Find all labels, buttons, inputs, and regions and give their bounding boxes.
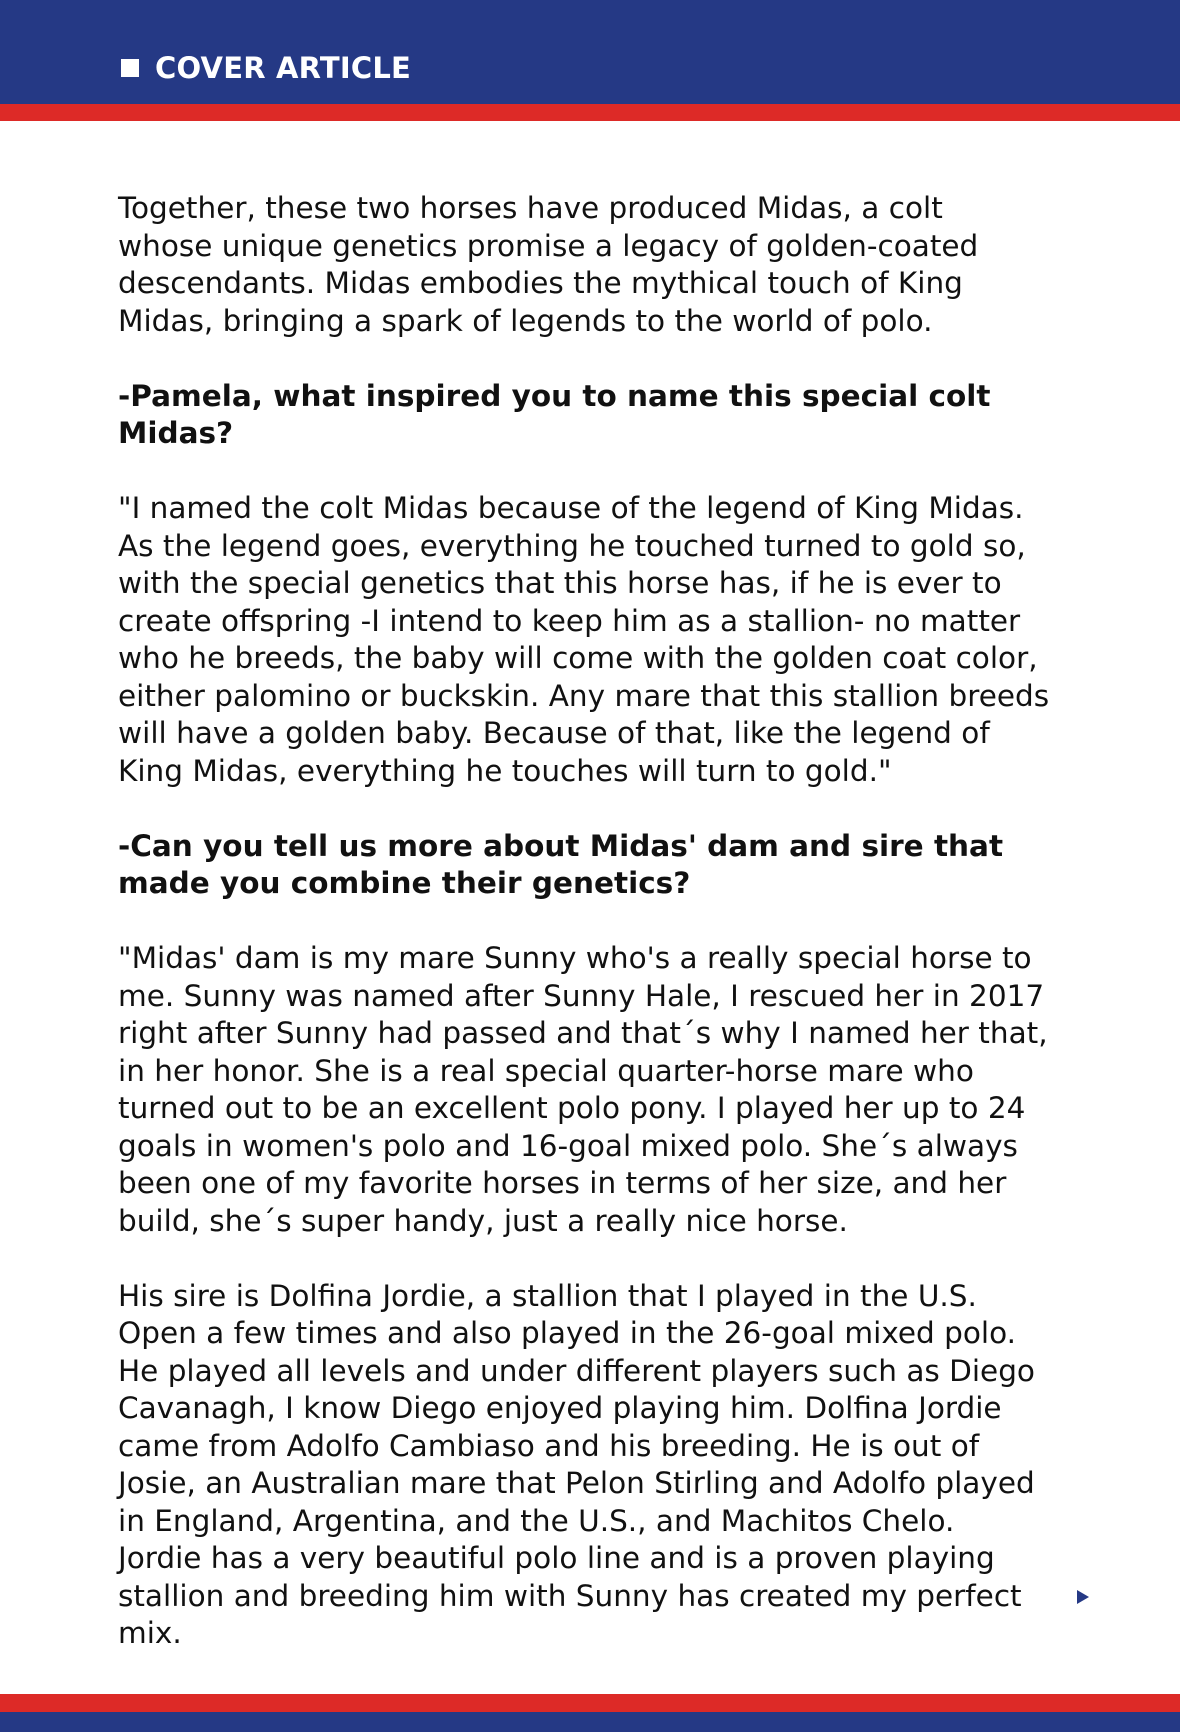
triangle-right-icon: [1077, 1590, 1089, 1604]
answer-2-dam: "Midas' dam is my mare Sunny who's a really special horse to me. Sunny was named after Sunny Hale, I rescued her in 2017 right after Sunny had passed and that´s why I named her that, in her honor. She is a real special quarter-horse mare who turned out to be an excellent polo pony. I played her up to 24 goals in women's polo and 16-goal mixed polo. She´s always been one of my favorite horses in terms of her size, and her build, she´s super handy, just a really nice horse.: [118, 941, 1048, 1238]
section-label: [121, 48, 411, 88]
footer-bar: [0, 1712, 1180, 1732]
square-icon: [121, 59, 139, 77]
answer-2-sire: His sire is Dolfina Jordie, a stallion that I played in the U.S. Open a few times and also played in the 26-goal mixed polo. He played all levels and under different players such as Diego Cavanagh, I know Diego enjoyed playing him. Dolfina Jordie came from Adolfo Cambiaso and his breeding. He is out of Josie, an Australian mare that Pelon Stirling and Adolfo played in England, Argentina, and the U.S., and Machitos Chelo. Jordie has a very beautiful polo line and is a proven playing stallion and breeding him with Sunny has created my perfect mix.: [118, 1278, 1035, 1650]
section-label-text: COVER ARTICLE: [155, 51, 412, 85]
answer-1: "I named the colt Midas because of the legend of King Midas. As the legend goes, everything he touched turned to gold so, with the special genetics that this horse has, if he is ever to create offspring -I intend to keep him as a stallion- no matter who he breeds, the baby will come with the golden coat color, either palomino or buckskin. Any mare that this stallion breeds will have a golden baby. Because of that, like the legend of King Midas, everything he touches will turn to gold.": [118, 491, 1050, 788]
intro-paragraph: Together, these two horses have produced Midas, a colt whose unique genetics promise a legacy of golden-coated descendants. Midas embodies the mythical touch of King Midas, bringing a spark of legends to the world of polo.: [118, 191, 979, 338]
question-2: -Can you tell us more about Midas' dam and sire that made you combine their genetics?: [118, 828, 1004, 900]
footer-accent-stripe: [0, 1694, 1180, 1712]
header-accent-stripe: [0, 104, 1180, 121]
question-1: -Pamela, what inspired you to name this special colt Midas?: [118, 378, 991, 450]
article-body: [118, 190, 1078, 1690]
